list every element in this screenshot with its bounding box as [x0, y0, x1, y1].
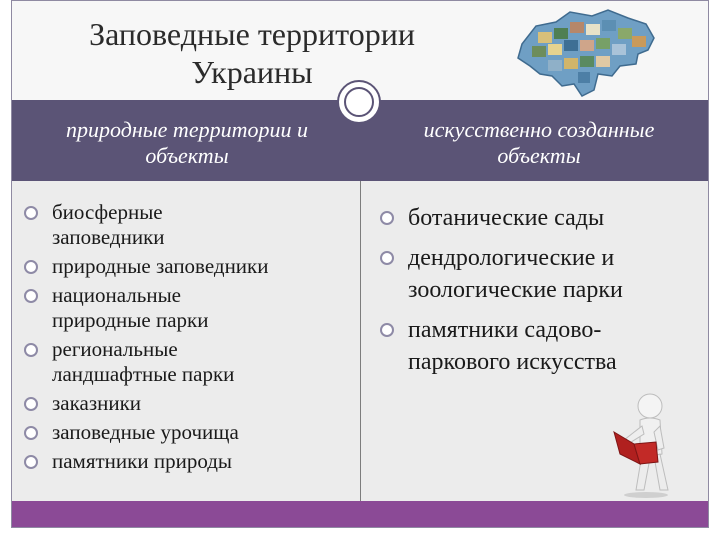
list-item-line: дендрологические и: [408, 245, 615, 271]
bullet-icon: [24, 260, 38, 274]
list-item: [380, 314, 700, 378]
list-item-line: ботанические сады: [408, 205, 605, 231]
header-natural-line-2: объекты: [145, 143, 229, 168]
list-item-line: заповедные урочища: [52, 420, 239, 444]
bullet-icon: [24, 206, 38, 220]
bullet-icon: [24, 289, 38, 303]
header-artificial: [374, 117, 704, 169]
footer-bar: [12, 501, 708, 527]
list-item: [380, 202, 700, 234]
reader-figure-icon: [604, 392, 682, 498]
list-item-line: биосферные: [52, 200, 163, 224]
list-item-line: паркового искусства: [408, 349, 617, 375]
slide-title: [32, 15, 472, 91]
ukraine-map-icon: [508, 4, 658, 102]
bullet-icon: [24, 455, 38, 469]
natural-objects-list: [24, 200, 344, 478]
list-item-line: ландшафтные парки: [52, 362, 235, 386]
list-item: [24, 283, 344, 333]
bullet-icon: [380, 323, 394, 337]
column-divider: [360, 181, 361, 501]
list-item-line: памятники садово-: [408, 317, 602, 343]
bullet-icon: [24, 397, 38, 411]
bullet-icon: [24, 343, 38, 357]
bullet-icon: [380, 251, 394, 265]
list-item-line: природные парки: [52, 308, 209, 332]
list-item: [24, 420, 344, 445]
list-item: [24, 449, 344, 474]
list-item-line: региональные: [52, 337, 178, 361]
header-artificial-line-2: объекты: [497, 143, 581, 168]
list-item-line: заповедники: [52, 225, 165, 249]
list-item: [24, 200, 344, 250]
list-item-line: заказники: [52, 391, 142, 415]
list-item: [24, 391, 344, 416]
list-item-line: природные заповедники: [52, 254, 269, 278]
header-natural: [22, 117, 352, 169]
list-item-line: национальные: [52, 283, 182, 307]
list-item: [24, 337, 344, 387]
circle-ornament-icon: [337, 80, 381, 124]
header-artificial-line-1: искусственно созданные: [423, 117, 655, 142]
bullet-icon: [380, 211, 394, 225]
bullet-icon: [24, 426, 38, 440]
title-line-1: Заповедные территории: [89, 16, 415, 52]
header-natural-line-1: природные территории и: [66, 117, 308, 142]
circle-ornament-inner: [344, 87, 374, 117]
list-item-line: памятники природы: [52, 449, 233, 473]
title-line-2: Украины: [191, 54, 313, 90]
artificial-objects-list: [380, 202, 700, 386]
list-item-line: зоологические парки: [408, 277, 623, 303]
list-item: [24, 254, 344, 279]
list-item: [380, 242, 700, 306]
